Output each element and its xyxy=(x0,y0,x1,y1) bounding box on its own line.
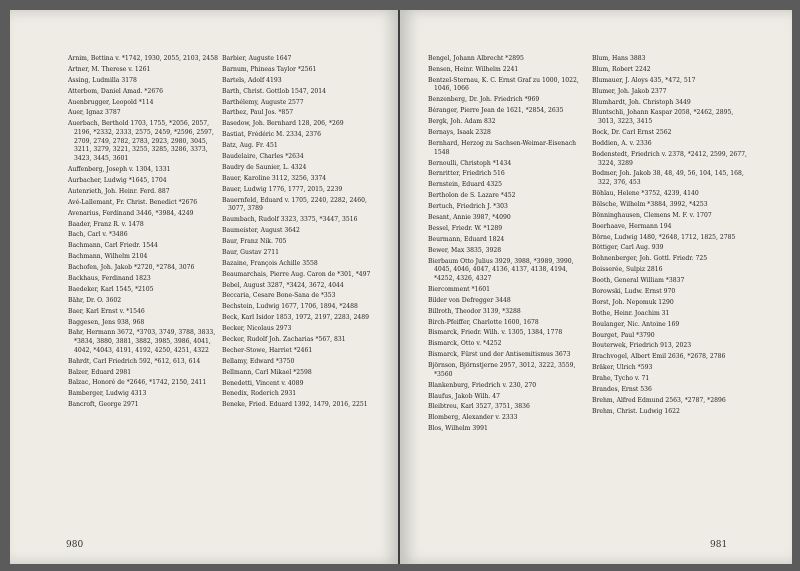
index-entry: Auffenberg, Joseph v. 1304, 1331 xyxy=(68,166,171,174)
index-entry: Bock, Dr. Carl Ernst 2562 xyxy=(592,129,672,137)
index-entry: Atterbom, Daniel Amad. *2676 xyxy=(68,87,163,95)
index-entry: Blumauer, J. Aloys 435, *472, 517 xyxy=(592,76,696,84)
index-entry: Baggesen, Jens 938, 968 xyxy=(68,318,145,326)
index-entry: Bertuch, Friedrich J. *303 xyxy=(428,203,508,211)
index-entry: Bernoulli, Christoph *1434 xyxy=(428,159,512,167)
index-entry: Boerhaave, Hermann 194 xyxy=(592,222,672,230)
index-entry: Bohnenberger, Joh. Gottl. Friedr. 725 xyxy=(592,255,708,263)
index-entry: Bilder von Defregger 3448 xyxy=(428,296,511,304)
index-entry: Bach, Carl v. *3486 xyxy=(68,231,128,239)
index-entry: Birch-Pfeiffer, Charlotte 1600, 1678 xyxy=(428,318,539,326)
index-entry: Avé-Lallemant, Fr. Christ. Benedict *2676 xyxy=(68,198,198,206)
index-entry: Balzac, Honoré de *2646, *1742, 2150, 2411 xyxy=(68,379,207,387)
index-entry: Bourget, Paul *3790 xyxy=(592,331,655,339)
index-entry: Becker, Nicolaus 2973 xyxy=(222,325,292,333)
index-entry: Balzer, Eduard 2981 xyxy=(68,368,132,376)
index-entry: Bismarck, Fürst und der Antisemitismus 3673 xyxy=(428,351,571,359)
index-entry: Boisserée, Sulpiz 2816 xyxy=(592,266,663,274)
index-entry: Biercomment *1601 xyxy=(428,285,491,293)
index-entry: Bernays, Isaak 2328 xyxy=(428,129,491,137)
right-page-column-1 xyxy=(428,55,586,436)
left-page-column-1 xyxy=(68,55,226,412)
index-entry: Bleibtreu, Karl 3527, 3751, 3836 xyxy=(428,403,530,411)
index-entry: Assing, Ludmilla 3178 xyxy=(68,76,137,84)
book-spread xyxy=(10,10,792,564)
index-entry: Bräker, Ulrich *593 xyxy=(592,364,653,372)
right-page-column-2 xyxy=(592,55,750,419)
index-entry: Bahrdt, Carl Friedrich 592, *612, 613, 614 xyxy=(68,357,201,365)
index-entry: Bastiat, Frédéric M. 2334, 2376 xyxy=(222,131,322,139)
index-entry: Blumer, Joh. Jakob 2377 xyxy=(592,87,667,95)
index-entry: Becker, Rudolf Joh. Zacharias *567, 831 xyxy=(222,335,346,343)
index-entry: Bensen, Heinr. Wilhelm 2241 xyxy=(428,65,519,73)
index-entry: Brachvogel, Albert Emil 2636, *2678, 2786 xyxy=(592,353,726,361)
index-entry: Borowski, Ludw. Ernst 970 xyxy=(592,288,676,296)
index-entry: Bachofen, Joh. Jakob *2720, *2784, 3076 xyxy=(68,264,195,272)
index-entry: Blos, Wilhelm 3991 xyxy=(428,425,488,433)
index-entry: Bebel, August 3287, *3424, 3672, 4044 xyxy=(222,281,344,289)
index-entry: Blaufus, Jakob Wilh. 47 xyxy=(428,392,501,400)
index-entry: Bengel, Johann Albrecht *2895 xyxy=(428,55,524,62)
index-entry: Barnum, Phineas Taylor *2561 xyxy=(222,65,317,73)
index-entry: Blum, Hans 3883 xyxy=(592,55,646,62)
index-entry: Bergk, Joh. Adam 832 xyxy=(428,118,496,126)
index-entry: Böhlau, Helene *3752, 4239, 4140 xyxy=(592,190,699,198)
index-entry: Bähr, Dr. O. 3602 xyxy=(68,296,122,304)
index-entry: Beneke, Fried. Eduard 1392, 1479, 2016, 2251 xyxy=(222,401,368,409)
index-entry: Bazaine, François Achille 3558 xyxy=(222,259,318,267)
index-entry: Boulanger, Nic. Antoine 169 xyxy=(592,320,680,328)
index-entry: Björnson, Björnstjerne 2957, 3012, 3222, 3559, *3560 xyxy=(428,362,576,378)
index-entry: Bertholon de S. Lazare *452 xyxy=(428,192,516,200)
index-entry: Auenbrugger, Leopold *114 xyxy=(68,98,154,106)
index-entry: Baumeister, August 3642 xyxy=(222,227,300,235)
index-entry: Béranger, Pierre Jean de 1621, *2854, 2635 xyxy=(428,107,564,115)
index-entry: Bartels, Adolf 4193 xyxy=(222,76,282,84)
left-page-column-2 xyxy=(222,55,380,412)
index-entry: Baur, Gustav 2711 xyxy=(222,248,280,256)
index-entry: Benedix, Roderich 2931 xyxy=(222,390,297,398)
index-entry: Brehm, Alfred Edmund 2563, *2787, *2896 xyxy=(592,396,726,404)
index-entry: Basedow, Joh. Bernhard 128, 206, *269 xyxy=(222,120,344,128)
index-entry: Bodenstedt, Friedrich v. 2378, *2412, 2599, 2677, 3224, 3289 xyxy=(592,150,747,167)
index-entry: Bellmann, Carl Mikael *2598 xyxy=(222,368,312,376)
index-entry: Bernritter, Friedrich 516 xyxy=(428,170,505,178)
index-entry: Bönninghausen, Clemens M. F. v. 1707 xyxy=(592,211,712,219)
index-entry: Barthélemy, Auguste 2577 xyxy=(222,98,304,106)
right-page-number: 981 xyxy=(710,540,728,550)
index-entry: Bentzel-Sternau, K. C. Ernst Graf zu 1000, 1022, 1046, 1066 xyxy=(428,76,579,93)
index-entry: Beurmann, Eduard 1824 xyxy=(428,235,505,243)
index-entry: Bouterwek, Friedrich 913, 2023 xyxy=(592,342,692,350)
index-entry: Bluntschli, Johann Kaspar 2058, *2462, 2895, 3013, 3223, 3415 xyxy=(592,109,734,126)
index-entry: Baumbach, Rudolf 3323, 3375, *3447, 3516 xyxy=(222,216,358,224)
index-entry: Billroth, Theodor 3139, *3288 xyxy=(428,307,521,315)
index-entry: Blumhardt, Joh. Christoph 3449 xyxy=(592,98,691,106)
index-entry: Bamberger, Ludwig 4313 xyxy=(68,390,147,398)
index-entry: Brahe, Tycho v. 71 xyxy=(592,375,650,383)
index-entry: Barbier, Auguste 1647 xyxy=(222,55,292,62)
index-entry: Auer, Ignaz 3787 xyxy=(68,109,121,117)
index-entry: Börne, Ludwig 1480, *2648, 1712, 1825, 2785 xyxy=(592,233,736,241)
left-page-number: 980 xyxy=(66,540,84,550)
index-entry: Autenrieth, Joh. Heinr. Ferd. 887 xyxy=(68,187,170,195)
index-entry: Bahr, Hermann 3672, *3703, 3749, 3788, 3833, *3834, 3880, 3881, 3882, 3985, 3986, 4041, 4042, *4043, 4191, 4192, 4250, 4251, 4322 xyxy=(68,329,216,354)
index-entry: Bernstein, Eduard 4325 xyxy=(428,181,503,189)
index-entry: Arnim, Bettina v. *1742, 1930, 2055, 2103, 2458 xyxy=(68,55,218,62)
index-entry: Barth, Christ. Gottlob 1547, 2014 xyxy=(222,87,326,95)
index-entry: Baer, Karl Ernst v. *1546 xyxy=(68,307,145,315)
index-entry: Borst, Joh. Nepomuk 1290 xyxy=(592,298,674,306)
index-entry: Bauer, Karoline 3112, 3256, 3374 xyxy=(222,174,327,182)
index-entry: Baur, Franz Nik. 705 xyxy=(222,237,287,245)
index-entry: Bierbaum Otto Julius 3929, 3988, *3989, 3990, 4045, 4046, 4047, 4136, 4137, 4138, 4194, *4252, 4326, 4327 xyxy=(428,257,574,282)
index-entry: Bessel, Friedr. W. *1289 xyxy=(428,224,503,232)
index-entry: Blankenburg, Friedrich v. 230, 270 xyxy=(428,381,537,389)
index-entry: Bachmann, Wilhelm 2104 xyxy=(68,253,148,261)
index-entry: Bismarck, Otto v. *4252 xyxy=(428,340,502,348)
index-entry: Bauernfeld, Eduard v. 1705, 2240, 2282, 2460, 3077, 3789 xyxy=(222,196,367,213)
left-page xyxy=(10,10,400,564)
index-entry: Batz, Aug. Fr. 451 xyxy=(222,142,278,150)
index-entry: Bölsche, Wilhelm *3884, 3992, *4253 xyxy=(592,200,708,208)
index-entry: Blum, Robert 2242 xyxy=(592,65,651,73)
index-entry: Auerbach, Berthold 1703, 1755, *2056, 2057, 2196, *2332, 2333, 2575, 2459, *2596, 2597, 2709, 2749, 2782, 2783, 2923, 2980, 3045, 3211, 3279, 3221, 3255, 3285, 3286, 3373, 3423, 3445, 3601 xyxy=(68,120,214,163)
index-entry: Beccaria, Cesare Bone-Sana de *353 xyxy=(222,292,336,300)
index-entry: Bancroft, George 2971 xyxy=(68,401,139,409)
index-entry: Bodmer, Joh. Jakob 38, 48, 49, 56, 104, 145, 168, 322, 376, 453 xyxy=(592,170,744,187)
index-entry: Bellamy, Edward *3750 xyxy=(222,357,295,365)
index-entry: Brehm, Christ. Ludwig 1622 xyxy=(592,407,680,415)
index-entry: Artner, M. Therese v. 1261 xyxy=(68,65,151,73)
index-entry: Bachmann, Carl Friedr. 1544 xyxy=(68,242,158,250)
index-entry: Baudry de Saunier, L. 4324 xyxy=(222,163,307,171)
index-entry: Becher-Stowe, Harriet *2461 xyxy=(222,346,313,354)
index-entry: Beaumarchais, Pierre Aug. Caron de *301, *497 xyxy=(222,270,371,278)
index-entry: Barthez, Paul Jos. *857 xyxy=(222,109,294,117)
index-entry: Brandes, Ernst 536 xyxy=(592,386,652,394)
index-entry: Baader, Franz R. v. 1478 xyxy=(68,220,144,228)
index-entry: Bewer, Max 3835, 3928 xyxy=(428,246,502,254)
index-entry: Bauer, Ludwig 1776, 1777, 2015, 2239 xyxy=(222,185,343,193)
index-entry: Backhaus, Ferdinand 1823 xyxy=(68,274,151,282)
index-entry: Bernhard, Herzog zu Sachsen-Weimar-Eisenach 1548 xyxy=(428,139,577,156)
index-entry: Baedeker, Karl 1545, *2105 xyxy=(68,285,154,293)
index-entry: Bismarck, Friedr. Wilh. v. 1305, 1384, 1778 xyxy=(428,329,563,337)
right-page xyxy=(400,10,792,564)
index-entry: Besant, Annie 3987, *4090 xyxy=(428,213,511,221)
index-entry: Aurbacher, Ludwig *1645, 1704 xyxy=(68,176,167,184)
index-entry: Booth, General William *3837 xyxy=(592,277,685,285)
index-entry: Bothe, Heinr. Joachim 31 xyxy=(592,309,670,317)
index-entry: Benzenberg, Dr. Joh. Friedrich *969 xyxy=(428,96,540,104)
index-entry: Blomberg, Alexander v. 2333 xyxy=(428,414,518,422)
index-entry: Beck, Karl Isidor 1853, 1972, 2197, 2283, 2489 xyxy=(222,314,369,322)
index-entry: Boddien, A. v. 2336 xyxy=(592,139,652,147)
index-entry: Benedetti, Vincent v. 4089 xyxy=(222,379,304,387)
index-entry: Baudelaire, Charles *2634 xyxy=(222,153,304,161)
index-entry: Avenarius, Ferdinand 3446, *3984, 4249 xyxy=(68,209,194,217)
index-entry: Böttiger, Carl Aug. 939 xyxy=(592,244,664,252)
index-entry: Bechstein, Ludwig 1677, 1706, 1894, *2488 xyxy=(222,303,358,311)
